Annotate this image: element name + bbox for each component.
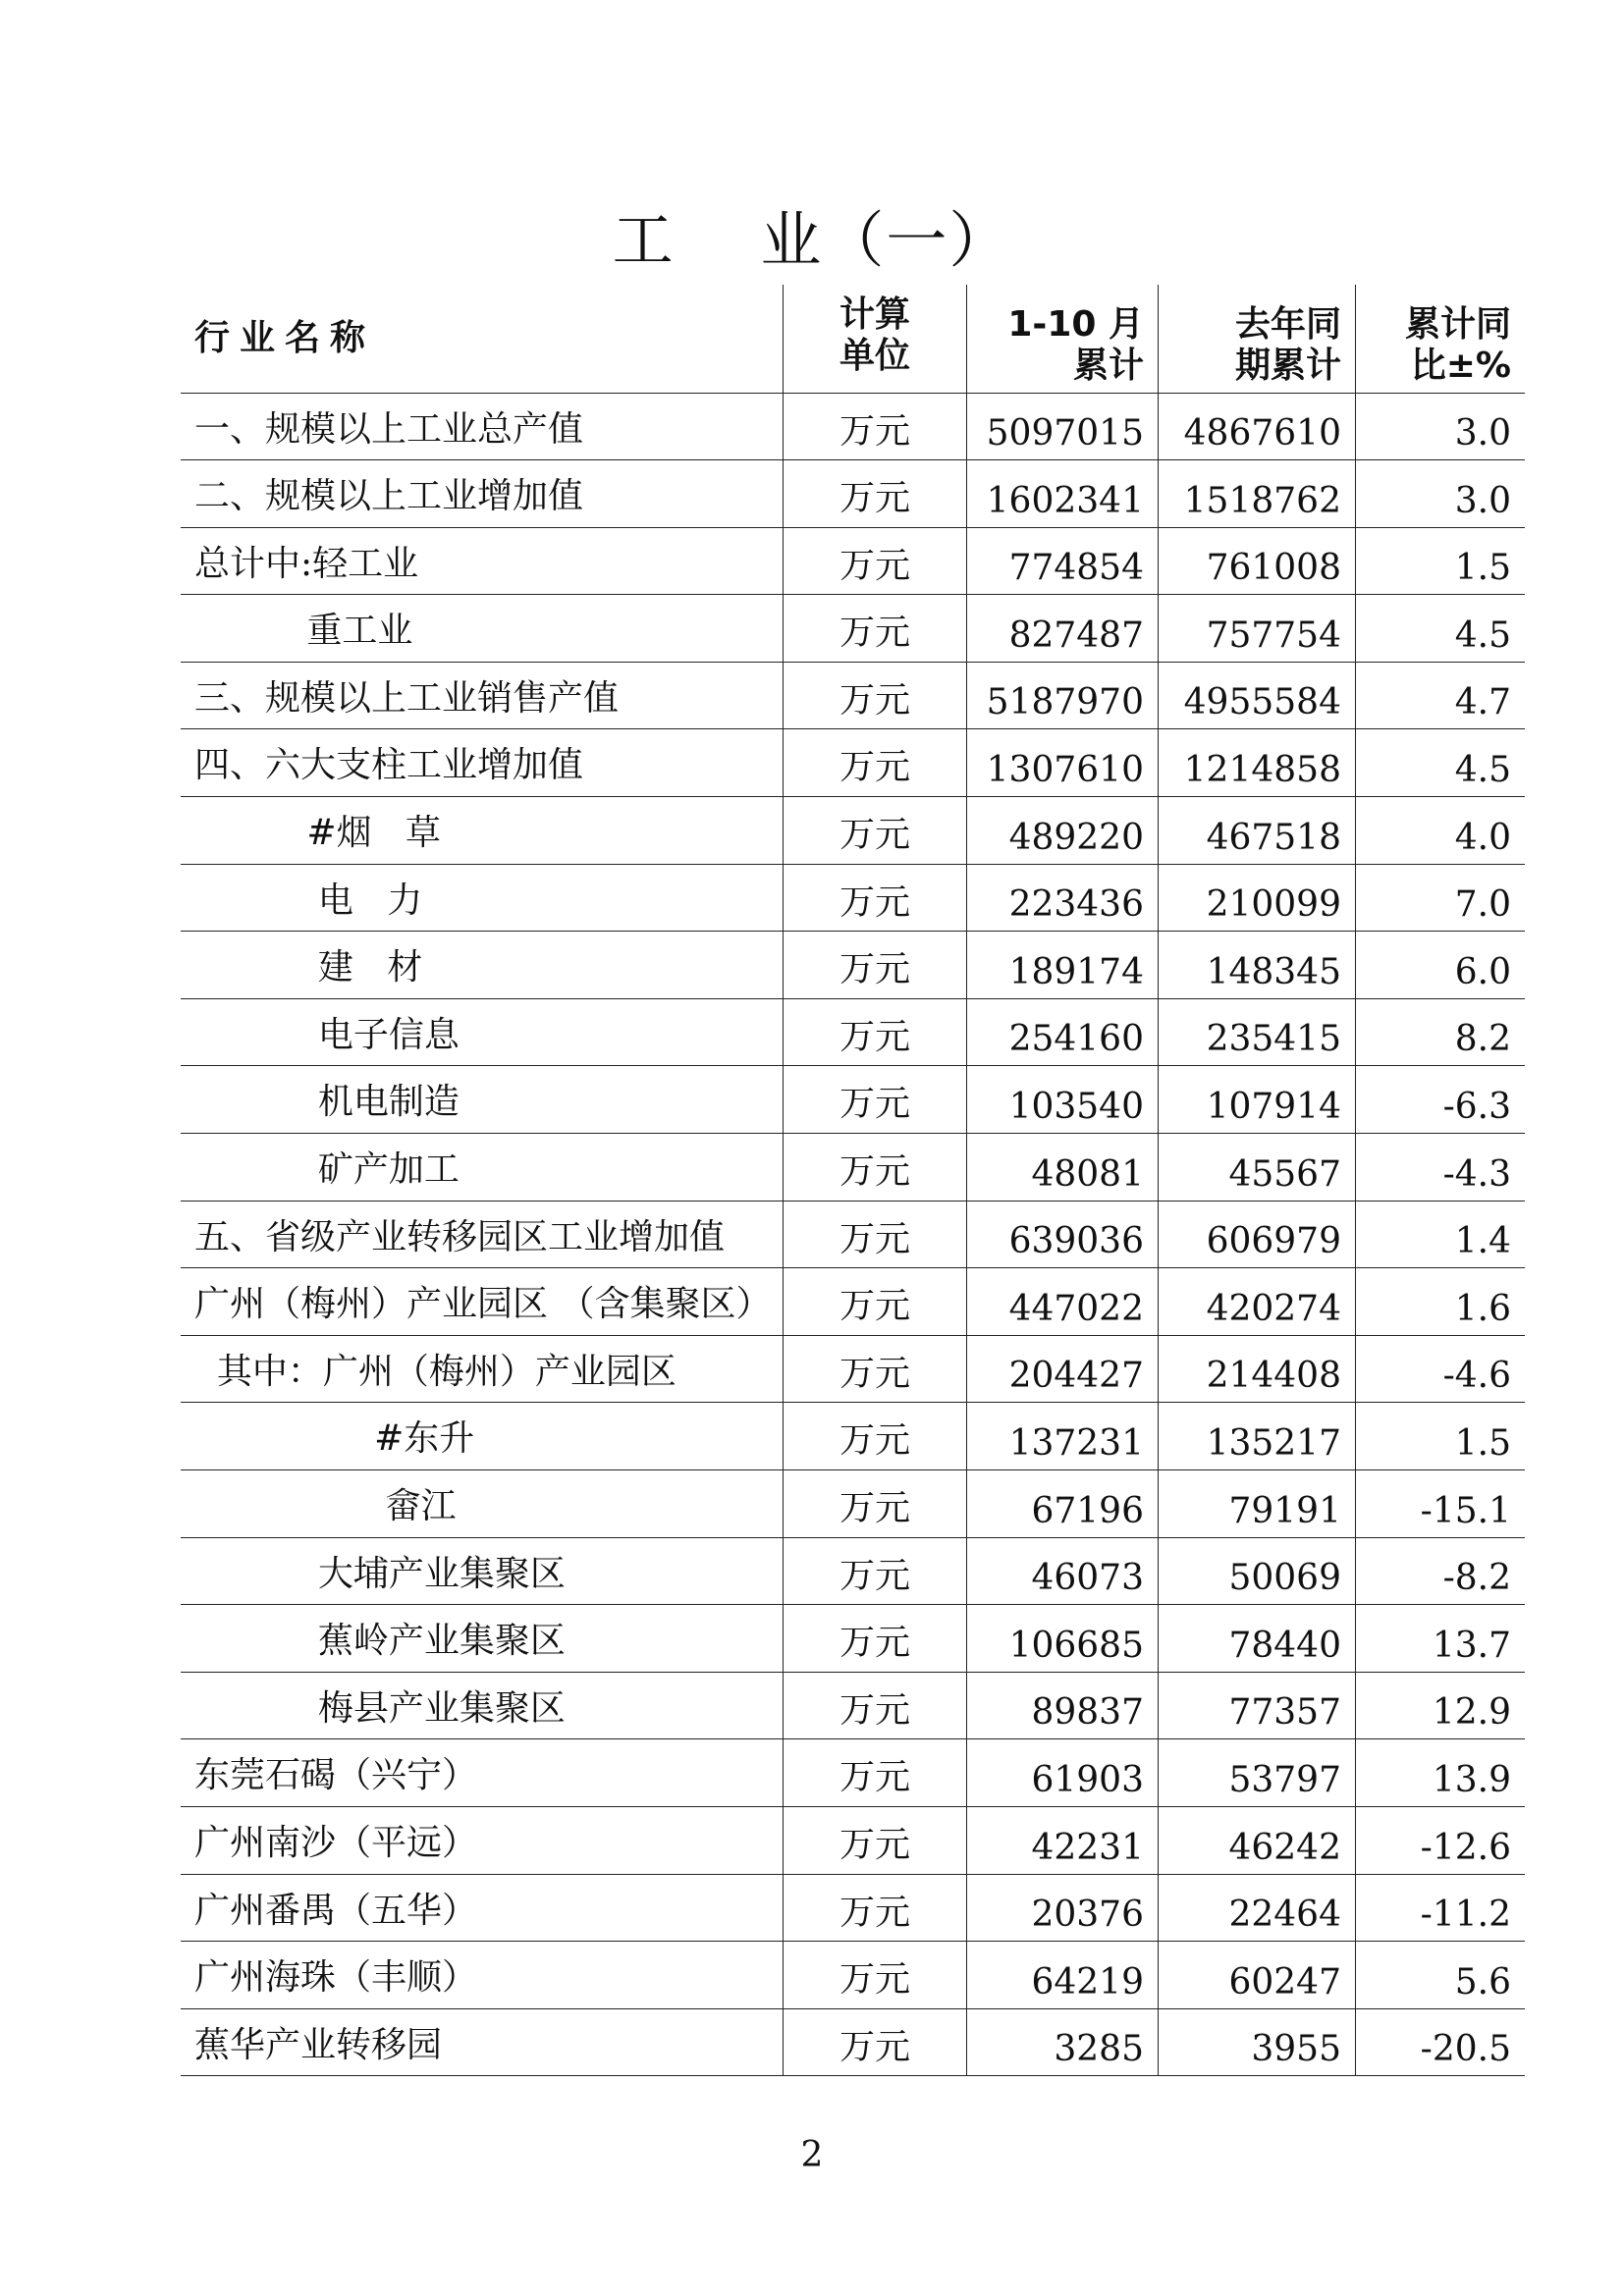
row-percent-cell: -20.5 <box>1356 2008 1526 2076</box>
row-name-cell: 三、规模以上工业销售产值 <box>181 662 784 729</box>
table-row <box>181 797 1525 865</box>
table-row <box>181 527 1525 595</box>
row-current-cell: 46073 <box>967 1537 1159 1605</box>
header-previous <box>1159 285 1356 393</box>
table-row <box>181 595 1525 663</box>
row-previous-cell: 4867610 <box>1159 393 1356 460</box>
row-unit-cell: 万元 <box>784 797 967 865</box>
table-header-row <box>181 285 1525 393</box>
header-unit-line1: 计算 <box>839 294 910 335</box>
row-current-cell: 223436 <box>967 864 1159 932</box>
row-previous-cell: 1518762 <box>1159 460 1356 528</box>
row-current-cell: 137231 <box>967 1403 1159 1470</box>
header-name: 行业名称 <box>181 285 784 393</box>
row-name-cell: 梅县产业集聚区 <box>181 1672 784 1739</box>
row-current-cell: 489220 <box>967 797 1159 865</box>
row-previous-cell: 3955 <box>1159 2008 1356 2076</box>
header-current <box>967 285 1159 393</box>
row-percent-cell: -12.6 <box>1356 1806 1526 1874</box>
row-current-cell: 42231 <box>967 1806 1159 1874</box>
row-percent-cell: -6.3 <box>1356 1066 1526 1134</box>
table-row <box>181 1134 1525 1201</box>
row-name-cell: 重工业 <box>181 595 784 663</box>
row-unit-cell: 万元 <box>784 864 967 932</box>
table-row <box>181 864 1525 932</box>
page-number: 2 <box>800 2135 824 2175</box>
row-percent-cell: 3.0 <box>1356 460 1526 528</box>
row-unit-cell: 万元 <box>784 1134 967 1201</box>
row-percent-cell: 13.7 <box>1356 1605 1526 1673</box>
row-name-cell: 广州（梅州）产业园区 （含集聚区） <box>181 1268 784 1336</box>
row-current-cell: 89837 <box>967 1672 1159 1739</box>
table-row <box>181 1605 1525 1673</box>
table-row <box>181 1201 1525 1268</box>
table-row <box>181 1066 1525 1134</box>
row-unit-cell: 万元 <box>784 1605 967 1673</box>
row-percent-cell: 5.6 <box>1356 1942 1526 2009</box>
table-row <box>181 1335 1525 1403</box>
table-row <box>181 1268 1525 1336</box>
row-previous-cell: 77357 <box>1159 1672 1356 1739</box>
row-unit-cell: 万元 <box>784 1672 967 1739</box>
row-name-cell: 四、六大支柱工业增加值 <box>181 729 784 797</box>
row-previous-cell: 148345 <box>1159 932 1356 999</box>
table-row <box>181 1942 1525 2009</box>
header-previous-line2: 期累计 <box>1234 345 1341 386</box>
row-percent-cell: 13.9 <box>1356 1739 1526 1807</box>
row-percent-cell: 1.6 <box>1356 1268 1526 1336</box>
row-name-cell: #烟 草 <box>181 797 784 865</box>
row-name-cell: 广州海珠（丰顺） <box>181 1942 784 2009</box>
row-unit-cell: 万元 <box>784 1470 967 1538</box>
row-unit-cell: 万元 <box>784 1739 967 1807</box>
header-current-line2: 累计 <box>1072 345 1144 386</box>
row-current-cell: 639036 <box>967 1201 1159 1268</box>
row-percent-cell: 3.0 <box>1356 393 1526 460</box>
row-current-cell: 1307610 <box>967 729 1159 797</box>
table-row <box>181 1672 1525 1739</box>
row-previous-cell: 50069 <box>1159 1537 1356 1605</box>
row-current-cell: 48081 <box>967 1134 1159 1201</box>
row-unit-cell: 万元 <box>784 393 967 460</box>
row-name-cell: 一、规模以上工业总产值 <box>181 393 784 460</box>
row-percent-cell: 4.5 <box>1356 595 1526 663</box>
row-percent-cell: 12.9 <box>1356 1672 1526 1739</box>
table-row <box>181 932 1525 999</box>
row-percent-cell: 6.0 <box>1356 932 1526 999</box>
table-row <box>181 1739 1525 1807</box>
row-name-cell: 东莞石碣（兴宁） <box>181 1739 784 1807</box>
row-current-cell: 106685 <box>967 1605 1159 1673</box>
header-unit-line2: 单位 <box>839 336 910 376</box>
row-previous-cell: 135217 <box>1159 1403 1356 1470</box>
row-percent-cell: -4.6 <box>1356 1335 1526 1403</box>
row-percent-cell: 4.0 <box>1356 797 1526 865</box>
table-row <box>181 729 1525 797</box>
row-name-cell: 五、省级产业转移园区工业增加值 <box>181 1201 784 1268</box>
row-current-cell: 774854 <box>967 527 1159 595</box>
row-percent-cell: 7.0 <box>1356 864 1526 932</box>
row-name-cell: 二、规模以上工业增加值 <box>181 460 784 528</box>
row-current-cell: 20376 <box>967 1874 1159 1942</box>
row-previous-cell: 420274 <box>1159 1268 1356 1336</box>
row-percent-cell: 4.5 <box>1356 729 1526 797</box>
table-row <box>181 662 1525 729</box>
row-percent-cell: 4.7 <box>1356 662 1526 729</box>
row-previous-cell: 606979 <box>1159 1201 1356 1268</box>
row-current-cell: 103540 <box>967 1066 1159 1134</box>
row-name-cell: 矿产加工 <box>181 1134 784 1201</box>
row-previous-cell: 235415 <box>1159 998 1356 1066</box>
row-current-cell: 67196 <box>967 1470 1159 1538</box>
row-previous-cell: 78440 <box>1159 1605 1356 1673</box>
row-previous-cell: 107914 <box>1159 1066 1356 1134</box>
row-name-cell: 总计中:轻工业 <box>181 527 784 595</box>
row-unit-cell: 万元 <box>784 527 967 595</box>
row-name-cell: #东升 <box>181 1403 784 1470</box>
row-current-cell: 1602341 <box>967 460 1159 528</box>
header-current-line1: 1-10 月 <box>1007 303 1144 345</box>
row-previous-cell: 761008 <box>1159 527 1356 595</box>
row-current-cell: 827487 <box>967 595 1159 663</box>
table-row <box>181 393 1525 460</box>
row-current-cell: 61903 <box>967 1739 1159 1807</box>
table-row <box>181 1537 1525 1605</box>
row-name-cell: 蕉华产业转移园 <box>181 2008 784 2076</box>
row-name-cell: 建 材 <box>181 932 784 999</box>
header-percent-line2: 比±% <box>1410 345 1511 386</box>
row-name-cell: 蕉岭产业集聚区 <box>181 1605 784 1673</box>
table-body <box>181 393 1525 2076</box>
row-name-cell: 大埔产业集聚区 <box>181 1537 784 1605</box>
row-name-cell: 广州南沙（平远） <box>181 1806 784 1874</box>
row-name-cell: 电子信息 <box>181 998 784 1066</box>
row-previous-cell: 214408 <box>1159 1335 1356 1403</box>
header-previous-line1: 去年同 <box>1234 303 1341 345</box>
row-previous-cell: 757754 <box>1159 595 1356 663</box>
row-current-cell: 5187970 <box>967 662 1159 729</box>
row-unit-cell: 万元 <box>784 1874 967 1942</box>
row-name-cell: 广州番禺（五华） <box>181 1874 784 1942</box>
row-percent-cell: -8.2 <box>1356 1537 1526 1605</box>
row-previous-cell: 210099 <box>1159 864 1356 932</box>
page-title: 工 业（一） <box>612 204 1012 276</box>
table-row <box>181 1874 1525 1942</box>
row-unit-cell: 万元 <box>784 2008 967 2076</box>
row-unit-cell: 万元 <box>784 1537 967 1605</box>
row-name-cell: 电 力 <box>181 864 784 932</box>
row-percent-cell: -11.2 <box>1356 1874 1526 1942</box>
row-unit-cell: 万元 <box>784 1942 967 2009</box>
table-row <box>181 2008 1525 2076</box>
row-name-cell: 畲江 <box>181 1470 784 1538</box>
row-percent-cell: 8.2 <box>1356 998 1526 1066</box>
row-current-cell: 189174 <box>967 932 1159 999</box>
table-row <box>181 1403 1525 1470</box>
row-unit-cell: 万元 <box>784 1201 967 1268</box>
table-row <box>181 1470 1525 1538</box>
row-previous-cell: 4955584 <box>1159 662 1356 729</box>
row-percent-cell: -15.1 <box>1356 1470 1526 1538</box>
row-name-cell: 机电制造 <box>181 1066 784 1134</box>
row-unit-cell: 万元 <box>784 1403 967 1470</box>
header-unit <box>784 285 967 393</box>
row-unit-cell: 万元 <box>784 460 967 528</box>
industry-table <box>181 285 1525 2076</box>
row-name-cell: 其中：广州（梅州）产业园区 <box>181 1335 784 1403</box>
row-previous-cell: 79191 <box>1159 1470 1356 1538</box>
row-current-cell: 204427 <box>967 1335 1159 1403</box>
row-current-cell: 3285 <box>967 2008 1159 2076</box>
row-unit-cell: 万元 <box>784 729 967 797</box>
row-previous-cell: 60247 <box>1159 1942 1356 2009</box>
table-row <box>181 998 1525 1066</box>
row-unit-cell: 万元 <box>784 1806 967 1874</box>
row-unit-cell: 万元 <box>784 998 967 1066</box>
row-current-cell: 447022 <box>967 1268 1159 1336</box>
row-unit-cell: 万元 <box>784 662 967 729</box>
row-percent-cell: 1.4 <box>1356 1201 1526 1268</box>
row-unit-cell: 万元 <box>784 595 967 663</box>
row-unit-cell: 万元 <box>784 1335 967 1403</box>
row-current-cell: 254160 <box>967 998 1159 1066</box>
row-previous-cell: 1214858 <box>1159 729 1356 797</box>
row-unit-cell: 万元 <box>784 932 967 999</box>
header-percent <box>1356 285 1526 393</box>
header-percent-line1: 累计同 <box>1404 303 1511 345</box>
row-previous-cell: 46242 <box>1159 1806 1356 1874</box>
row-previous-cell: 45567 <box>1159 1134 1356 1201</box>
row-current-cell: 64219 <box>967 1942 1159 2009</box>
row-percent-cell: -4.3 <box>1356 1134 1526 1201</box>
row-previous-cell: 22464 <box>1159 1874 1356 1942</box>
row-current-cell: 5097015 <box>967 393 1159 460</box>
row-previous-cell: 53797 <box>1159 1739 1356 1807</box>
row-unit-cell: 万元 <box>784 1066 967 1134</box>
row-previous-cell: 467518 <box>1159 797 1356 865</box>
table-row <box>181 1806 1525 1874</box>
row-percent-cell: 1.5 <box>1356 1403 1526 1470</box>
row-unit-cell: 万元 <box>784 1268 967 1336</box>
table-row <box>181 460 1525 528</box>
row-percent-cell: 1.5 <box>1356 527 1526 595</box>
